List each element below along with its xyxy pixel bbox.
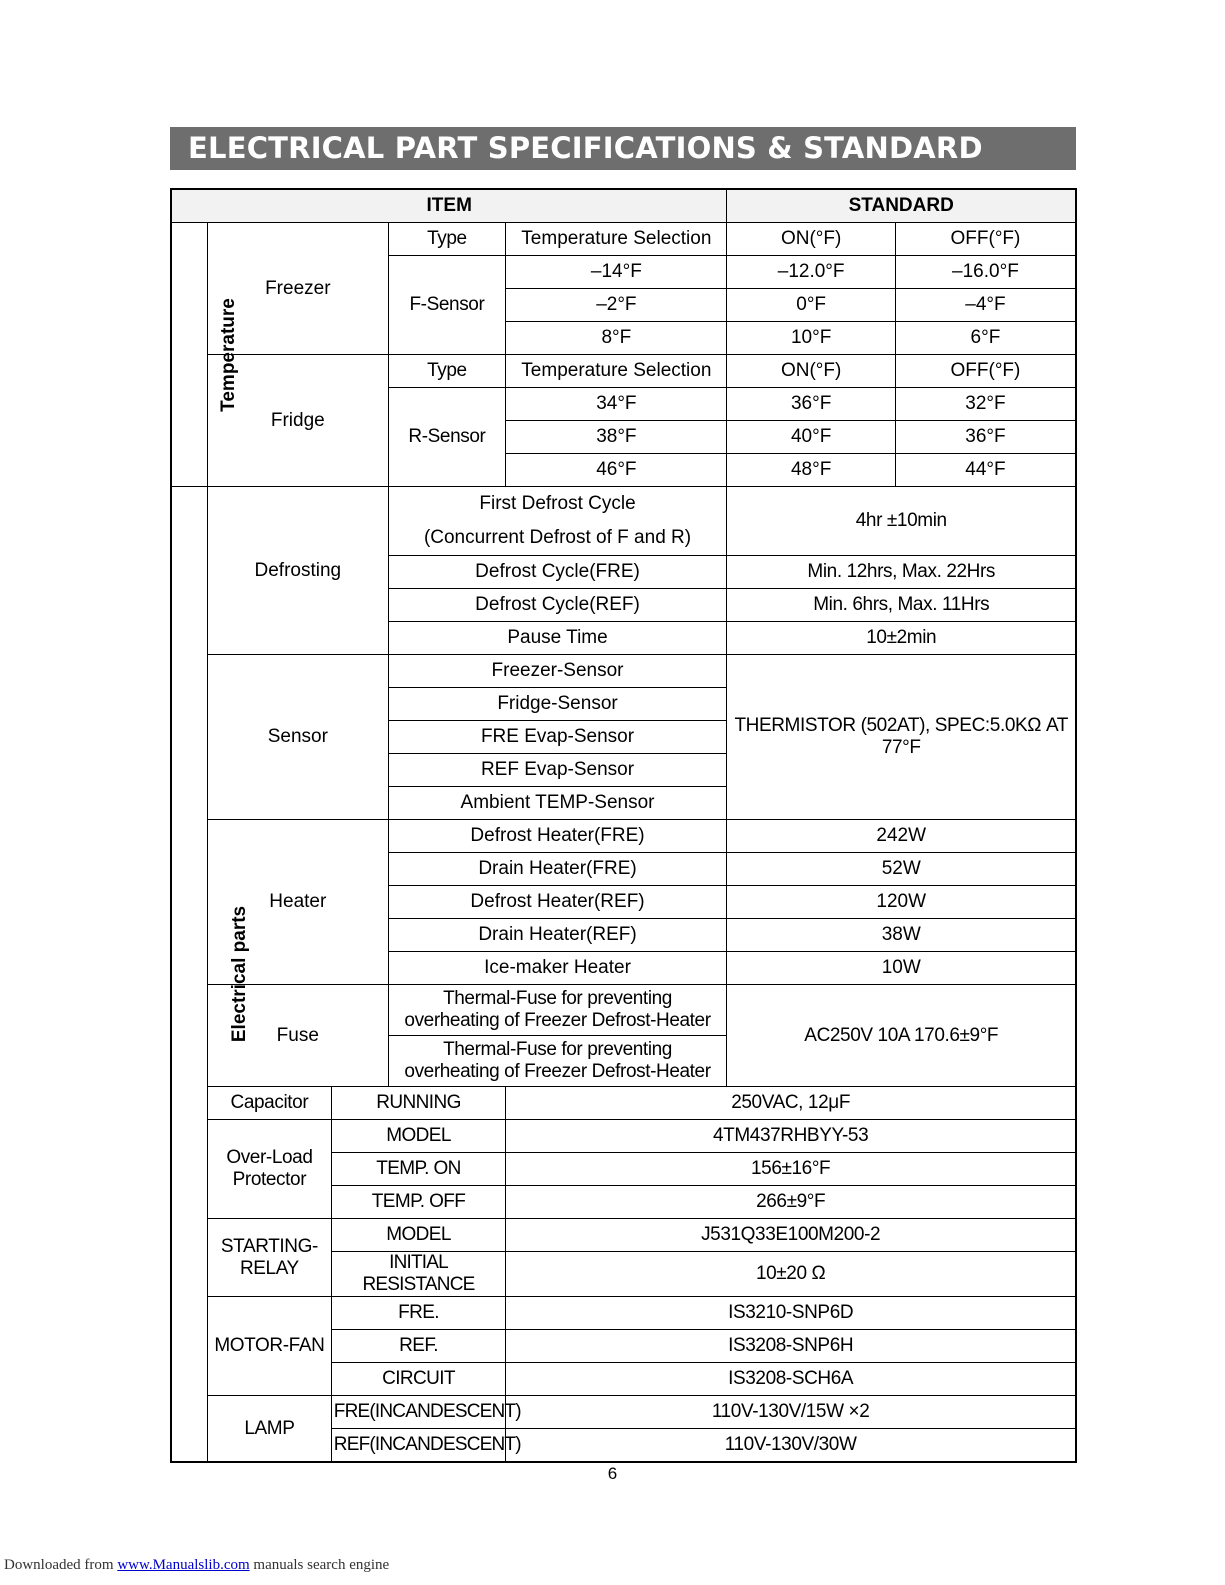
capacitor-sub: RUNNING [331,1087,505,1120]
heater-label: Heater [208,820,389,985]
freezer-sel-cell: 8°F [506,322,727,355]
fridge-on-label: ON(°F) [727,355,895,388]
sensor-item: Freezer-Sensor [388,655,727,688]
capacitor-label: Capacitor [208,1087,332,1120]
heater-value: 120W [727,886,1076,919]
fridge-sel-cell: 34°F [506,388,727,421]
spec-table [170,188,1077,1463]
defrost-value: Min. 6hrs, Max. 11Hrs [727,589,1076,622]
defrosting-label: Defrosting [208,487,389,655]
defrost-item: Defrost Cycle(REF) [388,589,727,622]
overload-value: 156±16°F [506,1153,1076,1186]
fridge-on-cell: 36°F [727,388,895,421]
lamp-sub: REF(INCANDESCENT) [331,1429,505,1463]
overload-sub: MODEL [331,1120,505,1153]
freezer-off-cell: –16.0°F [895,256,1076,289]
overload-value: 266±9°F [506,1186,1076,1219]
fridge-off-cell: 32°F [895,388,1076,421]
fridge-type-label: Type [388,355,506,388]
freezer-on-cell: 0°F [727,289,895,322]
motor-fan-sub: CIRCUIT [331,1363,505,1396]
footer-suffix: manuals search engine [249,1557,390,1573]
download-footer [4,1557,389,1574]
freezer-on-label: ON(°F) [727,223,895,256]
motor-fan-value: IS3208-SCH6A [506,1363,1076,1396]
heater-value: 38W [727,919,1076,952]
freezer-sel-cell: –14°F [506,256,727,289]
fuse-item: Thermal-Fuse for preventing overheating of Freezer Defrost-Heater [388,1036,727,1087]
heater-item: Drain Heater(FRE) [388,853,727,886]
sensor-item: FRE Evap-Sensor [388,721,727,754]
lamp-value: 110V-130V/15W ×2 [506,1396,1076,1429]
defrost-value: 10±2min [727,622,1076,655]
freezer-label: Freezer [208,223,389,355]
temperature-section-label: Temperature [171,223,208,487]
freezer-on-cell: –12.0°F [727,256,895,289]
overload-sub: TEMP. ON [331,1153,505,1186]
freezer-temp-selection-label: Temperature Selection [506,223,727,256]
motor-fan-sub: REF. [331,1330,505,1363]
defrost-item-first-cycle: First Defrost Cycle (Concurrent Defrost of F and R) [388,487,727,556]
fridge-off-label: OFF(°F) [895,355,1076,388]
freezer-on-cell: 10°F [727,322,895,355]
electrical-section-label: Electrical parts [171,487,208,1463]
relay-value: 10±20 Ω [506,1252,1076,1297]
fridge-off-cell: 44°F [895,454,1076,487]
heater-value: 242W [727,820,1076,853]
fridge-on-cell: 48°F [727,454,895,487]
defrost-item: Pause Time [388,622,727,655]
fuse-value: AC250V 10A 170.6±9°F [727,985,1076,1087]
overload-sub: TEMP. OFF [331,1186,505,1219]
starting-relay-label: STARTING- RELAY [208,1219,332,1297]
footer-prefix: Downloaded from [4,1557,118,1573]
item-header: ITEM [171,189,727,223]
relay-value: J531Q33E100M200-2 [506,1219,1076,1252]
motor-fan-sub: FRE. [331,1297,505,1330]
defrost-item: Defrost Cycle(FRE) [388,556,727,589]
motor-fan-value: IS3208-SNP6H [506,1330,1076,1363]
freezer-off-label: OFF(°F) [895,223,1076,256]
lamp-value: 110V-130V/30W [506,1429,1076,1463]
page-number: 6 [607,1464,618,1483]
capacitor-value: 250VAC, 12μF [506,1087,1076,1120]
lamp-label: LAMP [208,1396,332,1463]
motor-fan-label: MOTOR-FAN [208,1297,332,1396]
standard-header: STANDARD [727,189,1076,223]
relay-sub: INITIAL RESISTANCE [331,1252,505,1297]
relay-sub: MODEL [331,1219,505,1252]
heater-item: Drain Heater(REF) [388,919,727,952]
fridge-sensor-label: R-Sensor [388,388,506,487]
fuse-label: Fuse [208,985,389,1087]
fridge-temp-selection-label: Temperature Selection [506,355,727,388]
sensor-item: Ambient TEMP-Sensor [388,787,727,820]
motor-fan-value: IS3210-SNP6D [506,1297,1076,1330]
sensor-value: THERMISTOR (502AT), SPEC:5.0KΩ AT 77°F [727,655,1076,820]
fridge-sel-cell: 46°F [506,454,727,487]
heater-item: Defrost Heater(REF) [388,886,727,919]
fuse-item: Thermal-Fuse for preventing overheating of Freezer Defrost-Heater [388,985,727,1036]
overload-label: Over-Load Protector [208,1120,332,1219]
heater-item: Ice-maker Heater [388,952,727,985]
overload-value: 4TM437RHBYY-53 [506,1120,1076,1153]
heater-value: 52W [727,853,1076,886]
freezer-off-cell: 6°F [895,322,1076,355]
fridge-label: Fridge [208,355,389,487]
sensor-item: Fridge-Sensor [388,688,727,721]
fridge-off-cell: 36°F [895,421,1076,454]
freezer-sensor-label: F-Sensor [388,256,506,355]
freezer-sel-cell: –2°F [506,289,727,322]
freezer-off-cell: –4°F [895,289,1076,322]
sensor-label: Sensor [208,655,389,820]
page-title-banner: ELECTRICAL PART SPECIFICATIONS & STANDARD [170,127,1076,170]
sensor-item: REF Evap-Sensor [388,754,727,787]
fridge-on-cell: 40°F [727,421,895,454]
heater-item: Defrost Heater(FRE) [388,820,727,853]
defrost-value: Min. 12hrs, Max. 22Hrs [727,556,1076,589]
freezer-type-label: Type [388,223,506,256]
lamp-sub: FRE(INCANDESCENT) [331,1396,505,1429]
heater-value: 10W [727,952,1076,985]
fridge-sel-cell: 38°F [506,421,727,454]
manualslib-link[interactable]: www.Manualslib.com [117,1557,250,1573]
defrost-value: 4hr ±10min [727,487,1076,556]
